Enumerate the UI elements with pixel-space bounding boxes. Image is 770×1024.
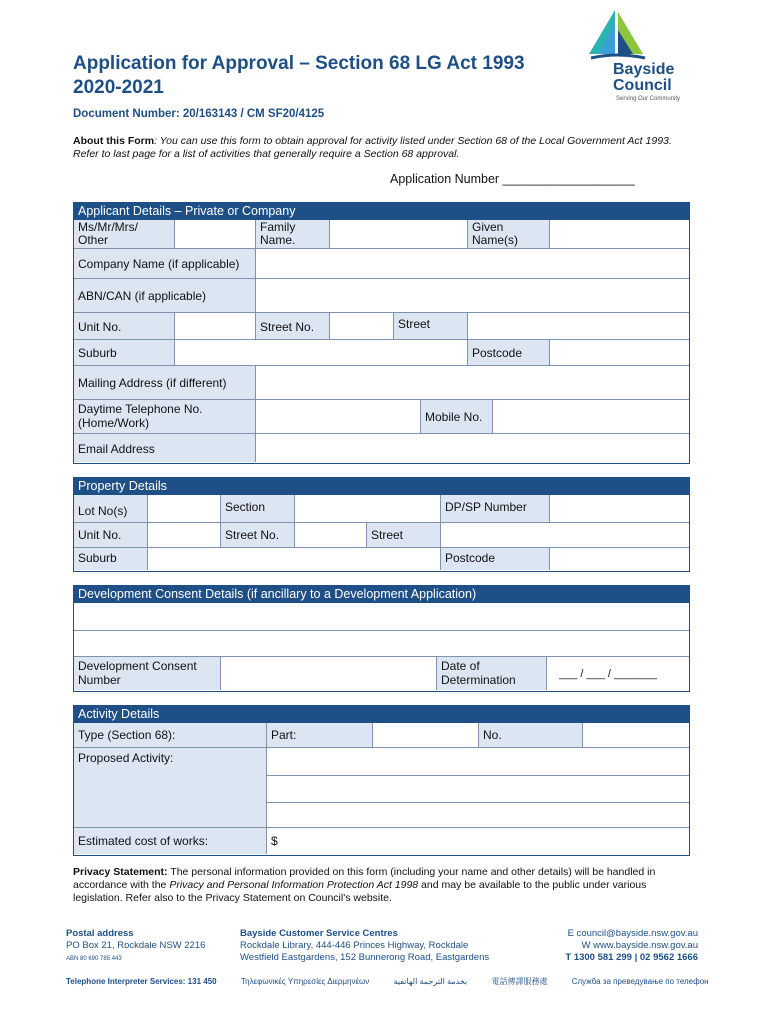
property-details-heading: Property Details (74, 478, 689, 495)
bayside-council-logo (583, 8, 693, 103)
suburb-label: Suburb (74, 340, 175, 366)
application-number[interactable]: Application Number ___________________ (390, 172, 635, 186)
mobile-no-label: Mobile No. (421, 400, 493, 434)
privacy-act-name: Privacy and Personal Information Protection Act 1998 (169, 879, 419, 891)
interpreter-service: Telephone Interpreter Services: 131 450 (66, 977, 217, 986)
street-field[interactable] (468, 313, 689, 340)
street-no-field[interactable] (330, 313, 394, 340)
daytime-phone-field[interactable] (256, 400, 421, 434)
about-text: : You can use this form to obtain approval for activity listed under Section 68 of the Local Government Act 1993. Refer to last page for a list of activities that generally require a Section 68 approval. (73, 135, 672, 160)
given-names-label: Given Name(s) (468, 220, 550, 249)
development-consent-heading: Development Consent Details (if ancillary to a Development Application) (74, 586, 689, 603)
activity-details-section (73, 705, 690, 856)
logo-name-line-2: Council (613, 77, 672, 94)
estimated-cost-label: Estimated cost of works: (74, 828, 267, 854)
given-names-field[interactable] (550, 220, 689, 249)
property-postcode-label: Postcode (441, 548, 550, 570)
privacy-text-2: and may be available to the public under various legislation. Refer also to the Privacy Statement on Council's website. (73, 879, 647, 904)
abn-number: ABN 80 690 785 443 (66, 956, 122, 962)
unit-no-label: Unit No. (74, 313, 175, 340)
mobile-no-field[interactable] (493, 400, 689, 434)
activity-no-label: No. (479, 723, 583, 748)
part-label: Part: (267, 723, 373, 748)
consent-detail-line-2[interactable] (74, 631, 689, 657)
property-street-no-label: Street No. (221, 523, 295, 548)
title-field[interactable] (175, 220, 256, 249)
proposed-activity-line-3[interactable] (267, 803, 689, 828)
lot-no-label: Lot No(s) (74, 495, 148, 523)
activity-type-label: Type (Section 68): (74, 723, 267, 748)
document-number: Document Number: 20/163143 / CM SF20/4125 (73, 108, 325, 120)
logo-name-line-1: Bayside (613, 61, 675, 78)
family-name-field[interactable] (330, 220, 468, 249)
consent-number-label: Development Consent Number (74, 657, 221, 690)
property-postcode-field[interactable] (550, 548, 689, 570)
form-title (73, 52, 525, 100)
property-unit-no-field[interactable] (148, 523, 221, 548)
proposed-activity-line-1[interactable] (267, 748, 689, 776)
property-details-section (73, 477, 690, 572)
street-label: Street (394, 313, 468, 340)
property-street-field[interactable] (441, 523, 689, 548)
email-address-label: Email Address (74, 434, 256, 462)
suburb-field[interactable] (175, 340, 468, 366)
title-line-1: Application for Approval – Section 68 LG Act 1993 (73, 53, 525, 74)
property-street-no-field[interactable] (295, 523, 367, 548)
interpreter-macedonian: Служба за преведување по телефон (571, 977, 709, 986)
property-suburb-label: Suburb (74, 548, 148, 570)
mailing-address-field[interactable] (256, 366, 689, 400)
date-of-determination-field[interactable]: ___ / ___ / _______ (547, 657, 689, 690)
applicant-details-heading: Applicant Details – Private or Company (74, 203, 689, 220)
about-label: About this Form (73, 135, 155, 147)
section-field[interactable] (295, 495, 441, 523)
proposed-activity-label: Proposed Activity: (74, 748, 267, 828)
interpreter-chinese: 電話傳譯服務處 (491, 977, 548, 986)
consent-detail-line-1[interactable] (74, 603, 689, 631)
part-field[interactable] (373, 723, 479, 748)
company-name-label: Company Name (if applicable) (74, 249, 256, 279)
interpreter-languages (66, 976, 731, 987)
applicant-details-section (73, 202, 690, 464)
privacy-label: Privacy Statement: (73, 866, 168, 878)
dp-sp-number-field[interactable] (550, 495, 689, 523)
lot-no-field[interactable] (148, 495, 221, 523)
contact-website[interactable]: W www.bayside.nsw.gov.au (581, 940, 698, 951)
title-label: Ms/Mr/Mrs/ Other (74, 220, 175, 249)
company-name-field[interactable] (256, 249, 689, 279)
daytime-phone-label: Daytime Telephone No. (Home/Work) (74, 400, 256, 434)
dp-sp-number-label: DP/SP Number (441, 495, 550, 523)
postal-line: PO Box 21, Rockdale NSW 2216 (66, 940, 206, 951)
proposed-activity-line-2[interactable] (267, 776, 689, 803)
section-label: Section (221, 495, 295, 523)
title-line-2: 2020-2021 (73, 77, 164, 98)
abn-label: ABN/CAN (if applicable) (74, 279, 256, 313)
property-unit-no-label: Unit No. (74, 523, 148, 548)
service-centres-block (240, 928, 489, 964)
interpreter-arabic: بخدمة الترجمة الهاتفية (393, 977, 468, 986)
property-street-label: Street (367, 523, 441, 548)
interpreter-greek: Τηλεφωνικές Υπηρεσίες Διερμηνέων (240, 977, 370, 986)
centre-eastgardens: Westfield Eastgardens, 152 Bunnerong Road, Eastgardens (240, 952, 490, 963)
activity-details-heading: Activity Details (74, 706, 689, 723)
privacy-statement (73, 866, 693, 905)
mailing-address-label: Mailing Address (if different) (74, 366, 256, 400)
logo-tagline: Serving Our Community (616, 96, 681, 102)
postal-heading: Postal address (66, 928, 134, 939)
contact-email[interactable]: E council@bayside.nsw.gov.au (567, 928, 698, 939)
privacy-text-1: The personal information provided on this form (including your name and other details) will be handled in accordance with the (73, 866, 656, 891)
postal-address-block (66, 928, 205, 965)
abn-field[interactable] (256, 279, 689, 313)
family-name-label: Family Name. (256, 220, 330, 249)
consent-number-field[interactable] (221, 657, 437, 690)
postcode-field[interactable] (550, 340, 689, 366)
estimated-cost-field[interactable]: $ (267, 828, 689, 854)
postcode-label: Postcode (468, 340, 550, 366)
email-address-field[interactable] (256, 434, 689, 462)
contact-phone: T 1300 581 299 | 02 9562 1666 (565, 952, 698, 963)
date-of-determination-label: Date of Determination (437, 657, 547, 690)
about-this-form (73, 135, 698, 161)
activity-no-field[interactable] (583, 723, 689, 748)
street-no-label: Street No. (256, 313, 330, 340)
property-suburb-field[interactable] (148, 548, 441, 570)
unit-no-field[interactable] (175, 313, 256, 340)
centres-heading: Bayside Customer Service Centres (240, 928, 398, 939)
contact-block (538, 928, 698, 964)
development-consent-section (73, 585, 690, 692)
sail-icon (583, 8, 653, 64)
centre-rockdale: Rockdale Library, 444-446 Princes Highway, Rockdale (240, 940, 469, 951)
